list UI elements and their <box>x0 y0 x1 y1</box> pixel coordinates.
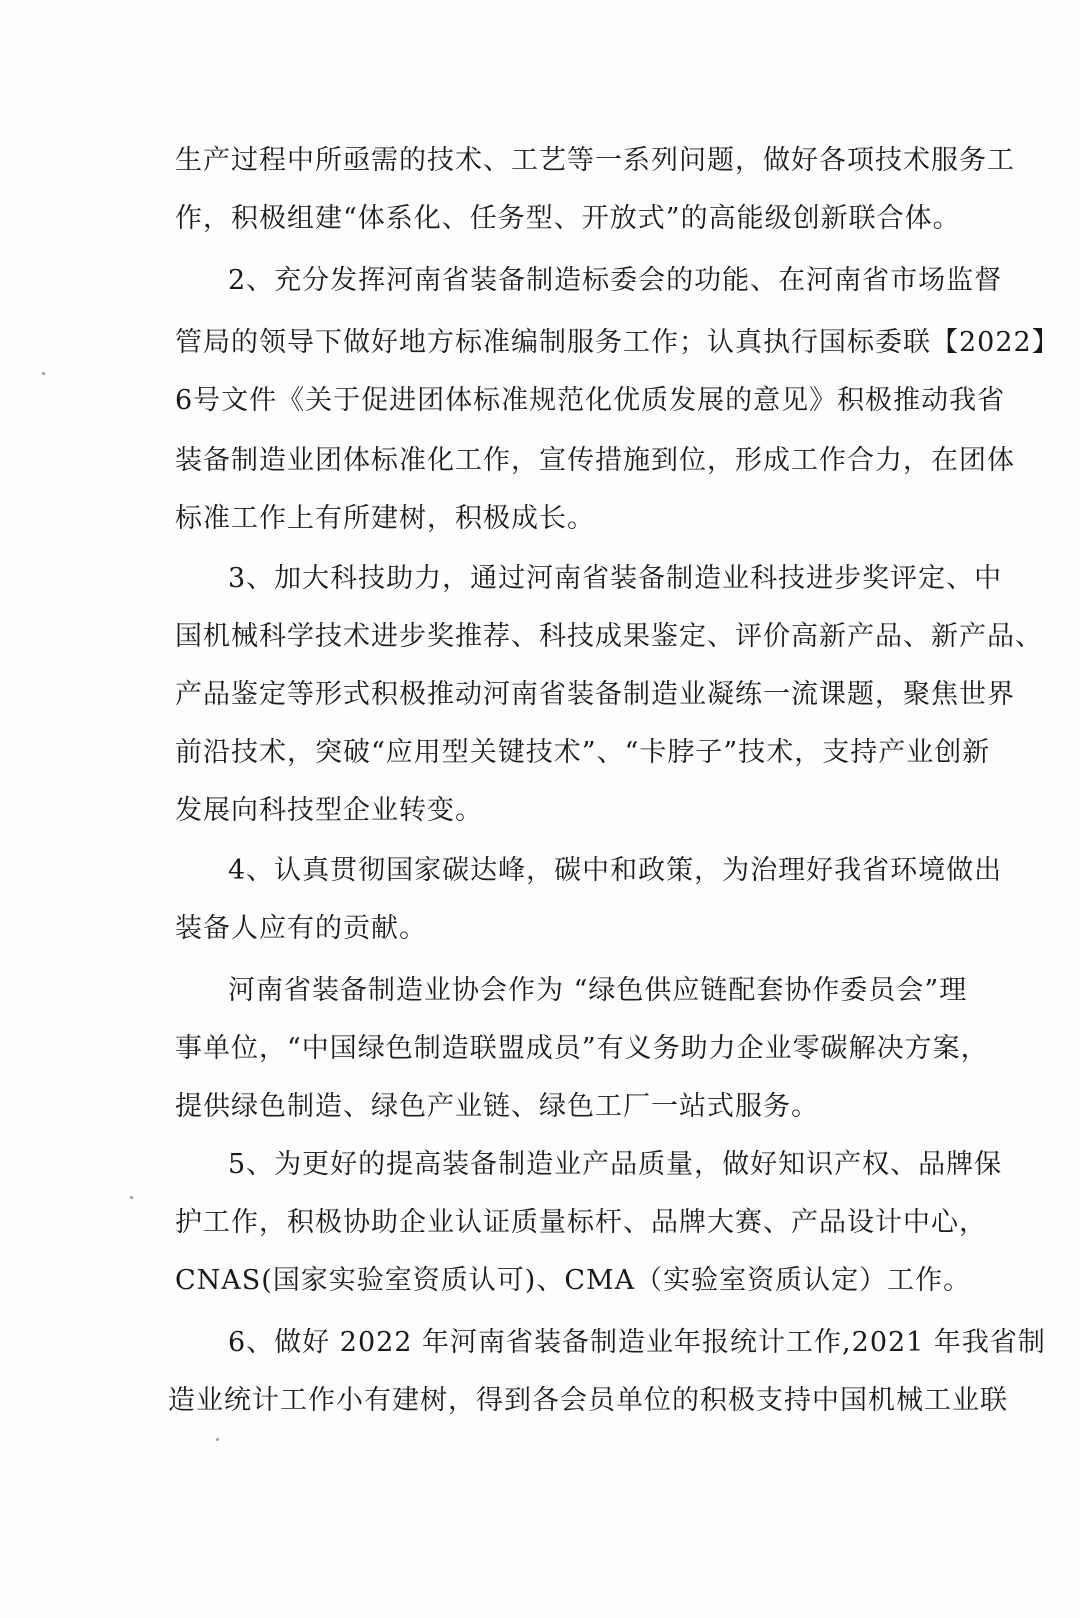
text-line-22: 造业统计工作小有建树，得到各会员单位的积极支持中国机械工业联 <box>168 1385 1008 1416</box>
scan-speck <box>42 372 45 375</box>
text-line-6: 装备制造业团体标准化工作，宣传措施到位，形成工作合力，在团体 <box>175 445 1015 476</box>
text-line-11: 前沿技术，突破“应用型关键技术”、“卡脖子”技术，支持产业创新 <box>175 737 991 768</box>
text-line-19: 护工作，积极协助企业认证质量标杆、品牌大赛、产品设计中心， <box>175 1207 987 1238</box>
text-line-10: 产品鉴定等形式积极推动河南省装备制造业凝练一流课题，聚焦世界 <box>175 679 1015 710</box>
text-line-21: 6、做好 2022 年河南省装备制造业年报统计工作,2021 年我省制 <box>228 1327 1046 1358</box>
text-line-5: 6号文件《关于促进团体标准规范化优质发展的意见》积极推动我省 <box>175 385 1006 416</box>
scan-speck <box>216 1438 219 1441</box>
text-line-17: 提供绿色制造、绿色产业链、绿色工厂一站式服务。 <box>175 1091 819 1122</box>
text-line-15: 河南省装备制造业协会作为 “绿色供应链配套协作委员会”理 <box>228 975 968 1006</box>
scan-speck <box>130 1196 133 1199</box>
text-line-13: 4、认真贯彻国家碳达峰，碳中和政策，为治理好我省环境做出 <box>228 855 1003 886</box>
text-line-12: 发展向科技型企业转变。 <box>175 795 483 826</box>
text-line-3: 2、充分发挥河南省装备制造标委会的功能、在河南省市场监督 <box>228 265 1003 296</box>
text-line-7: 标准工作上有所建树，积极成长。 <box>175 503 595 534</box>
text-line-14: 装备人应有的贡献。 <box>175 913 427 944</box>
text-line-18: 5、为更好的提高装备制造业产品质量，做好知识产权、品牌保 <box>228 1149 1003 1180</box>
text-line-20: CNAS(国家实验室资质认可)、CMA（实验室资质认定）工作。 <box>175 1265 972 1296</box>
text-line-16: 事单位，“中国绿色制造联盟成员”有义务助力企业零碳解决方案， <box>175 1033 989 1064</box>
text-line-2: 作，积极组建“体系化、任务型、开放式”的高能级创新联合体。 <box>175 203 961 234</box>
text-line-4: 管局的领导下做好地方标准编制服务工作；认真执行国标委联【2022】 <box>175 327 1060 358</box>
text-line-8: 3、加大科技助力，通过河南省装备制造业科技进步奖评定、中 <box>228 563 1003 594</box>
text-line-9: 国机械科学技术进步奖推荐、科技成果鉴定、评价高新产品、新产品、 <box>175 621 1043 652</box>
text-line-1: 生产过程中所亟需的技术、工艺等一系列问题，做好各项技术服务工 <box>175 145 1015 176</box>
